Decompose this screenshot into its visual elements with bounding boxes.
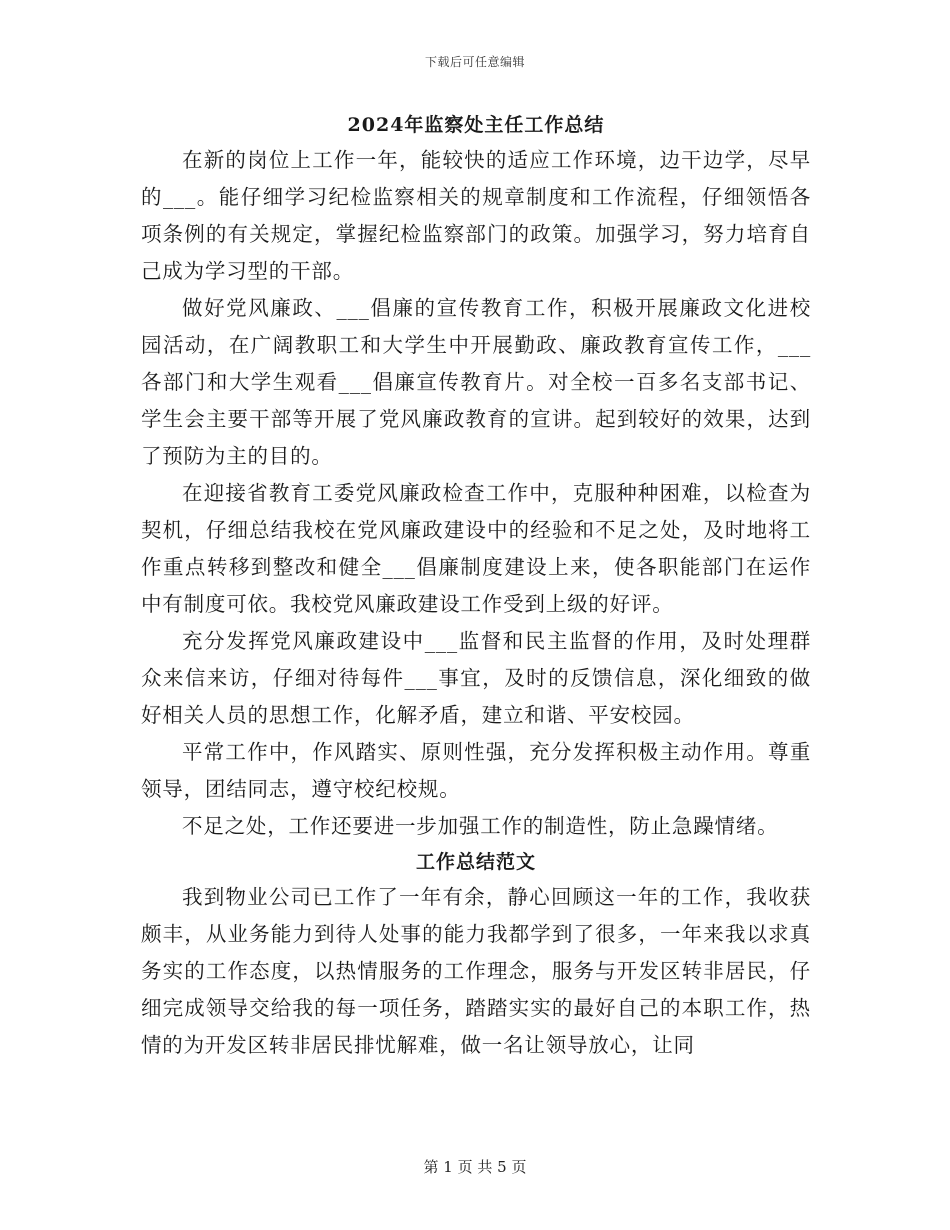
paragraph: 在迎接省教育工委党风廉政检查工作中，克服种种困难，以检查为契机，仔细总结我校在党风廉政建设中的经验和不足之处，及时地将工作重点转移到整改和健全___倡廉制度建设上来，使各职能部门在运作中有制度可依。我校党风廉政建设工作受到上级的好评。	[141, 481, 811, 616]
paragraph: 充分发挥党风廉政建设中___监督和民主监督的作用，及时处理群众来信来访，仔细对待每件___事宜，及时的反馈信息，深化细致的做好相关人员的思想工作，化解矛盾，建立和谐、平安校园。	[141, 629, 811, 727]
paragraph: 在新的岗位上工作一年，能较快的适应工作环境，边干边学，尽早的___。能仔细学习纪检监察相关的规章制度和工作流程，仔细领悟各项条例的有关规定，掌握纪检监察部门的政策。加强学习，努力培育自己成为学习型的干部。	[141, 148, 811, 283]
paragraph: 平常工作中，作风踏实、原则性强，充分发挥积极主动作用。尊重领导，团结同志，遵守校纪校规。	[141, 740, 811, 801]
paragraph: 我到物业公司已工作了一年有余，静心回顾这一年的工作，我收获颇丰，从业务能力到待人处事的能力我都学到了很多，一年来我以求真务实的工作态度，以热情服务的工作理念，服务与开发区转非居民，仔细完成领导交给我的每一项任务，踏踏实实的最好自己的本职工作，热情的为开发区转非居民排忧解难，做一名让领导放心，让同	[141, 885, 811, 1057]
document-title: 2024年监察处主任工作总结	[347, 114, 605, 136]
section-title: 工作总结范文	[415, 851, 536, 873]
paragraph: 做好党风廉政、___倡廉的宣传教育工作，积极开展廉政文化进校园活动，在广阔教职工和大学生中开展勤政、廉政教育宣传工作，___各部门和大学生观看___倡廉宣传教育片。对全校一百多名支部书记、学生会主要干部等开展了党风廉政教育的宣讲。起到较好的效果，达到了预防为主的目的。	[141, 296, 811, 468]
page-header-note: 下载后可任意编辑	[424, 55, 525, 69]
document-body	[141, 108, 811, 1064]
page-number: 第 1 页 共 5 页	[423, 1158, 527, 1176]
paragraph: 不足之处，工作还要进一步加强工作的制造性，防止急躁情绪。	[182, 814, 779, 838]
